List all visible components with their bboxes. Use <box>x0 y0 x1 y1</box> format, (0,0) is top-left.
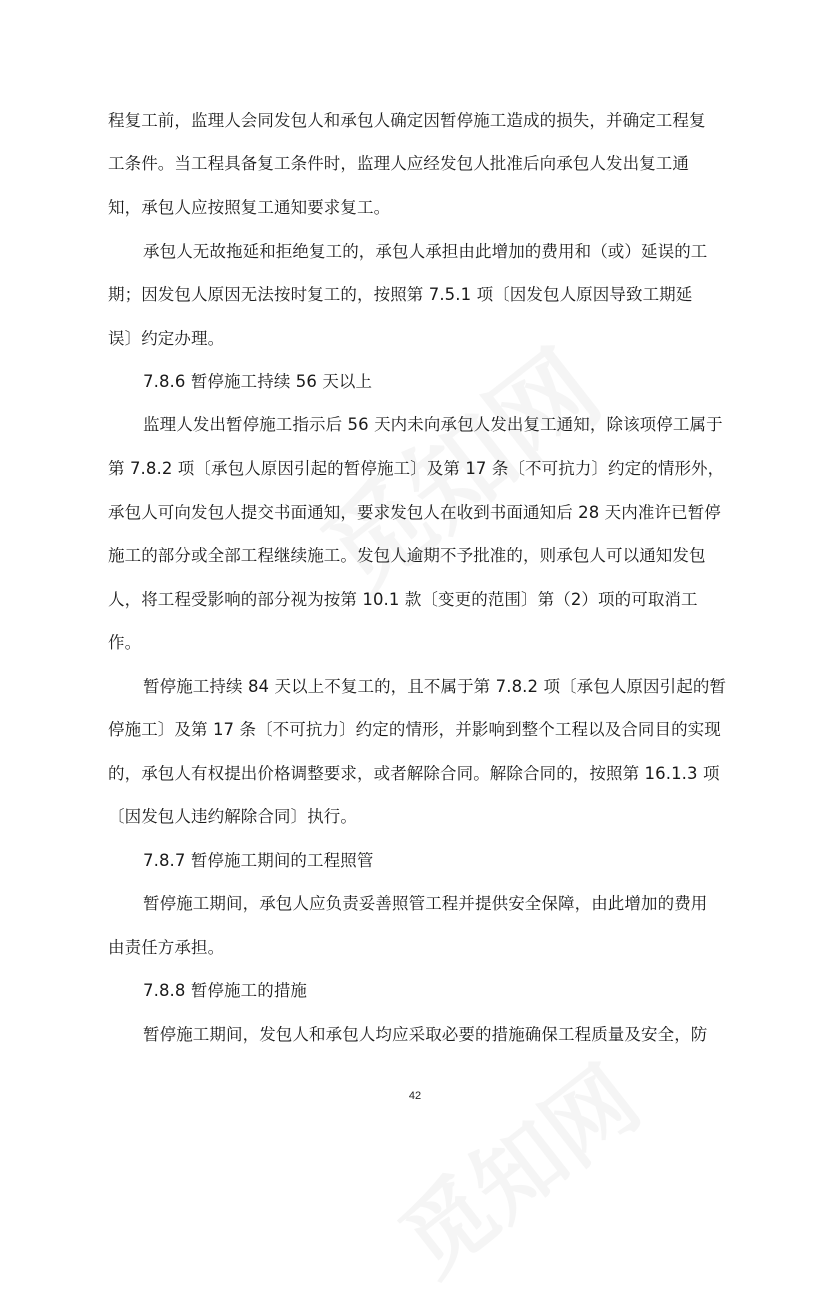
paragraph-line: 知，承包人应按照复工通知要求复工。 <box>108 198 391 217</box>
paragraph-line: 监理人发出暂停施工指示后 56 天内未向承包人发出复工通知，除该项停工属于 <box>143 415 723 434</box>
paragraph-line: 停施工〕及第 17 条〔不可抗力〕约定的情形，并影响到整个工程以及合同目的实现 <box>108 720 721 739</box>
section-heading-7-8-6: 7.8.6 暂停施工持续 56 天以上 <box>143 372 373 391</box>
paragraph-line: 承包人可向发包人提交书面通知，要求发包人在收到书面通知后 28 天内准许已暂停 <box>108 503 721 522</box>
paragraph-line: 承包人无故拖延和拒绝复工的，承包人承担由此增加的费用和（或）延误的工 <box>143 242 708 261</box>
paragraph-line: 暂停施工期间，承包人应负责妥善照管工程并提供安全保障，由此增加的费用 <box>143 894 708 913</box>
paragraph-line: 工条件。当工程具备复工条件时，监理人应经发包人批准后向承包人发出复工通 <box>108 154 689 173</box>
paragraph-line: 的，承包人有权提出价格调整要求，或者解除合同。解除合同的，按照第 16.1.3 项 <box>108 764 720 783</box>
paragraph-line: 人，将工程受影响的部分视为按第 10.1 款〔变更的范围〕第（2）项的可取消工 <box>108 590 698 609</box>
section-heading-7-8-8: 7.8.8 暂停施工的措施 <box>143 981 308 1000</box>
paragraph-line: 第 7.8.2 项〔承包人原因引起的暂停施工〕及第 17 条〔不可抗力〕约定的情形外， <box>108 459 725 478</box>
paragraph-line: 作。 <box>108 633 142 652</box>
paragraph-line: 暂停施工持续 84 天以上不复工的，且不属于第 7.8.2 项〔承包人原因引起的暂 <box>143 677 727 696</box>
paragraph-line: 由责任方承担。 <box>108 938 225 957</box>
paragraph-line: 〔因发包人违约解除合同〕执行。 <box>108 807 357 826</box>
paragraph-line: 程复工前，监理人会同发包人和承包人确定因暂停施工造成的损失，并确定工程复 <box>108 111 706 130</box>
paragraph-line: 期；因发包人原因无法按时复工的，按照第 7.5.1 项〔因发包人原因导致工期延 <box>108 285 693 304</box>
page-number: 42 <box>408 1090 422 1102</box>
paragraph-line: 暂停施工期间，发包人和承包人均应采取必要的措施确保工程质量及安全，防 <box>143 1025 708 1044</box>
watermark <box>369 1031 662 1299</box>
paragraph-line: 施工的部分或全部工程继续施工。发包人逾期不予批准的，则承包人可以通知发包 <box>108 546 706 565</box>
section-heading-7-8-7: 7.8.7 暂停施工期间的工程照管 <box>143 851 374 870</box>
paragraph-line: 误〕约定办理。 <box>108 329 225 348</box>
